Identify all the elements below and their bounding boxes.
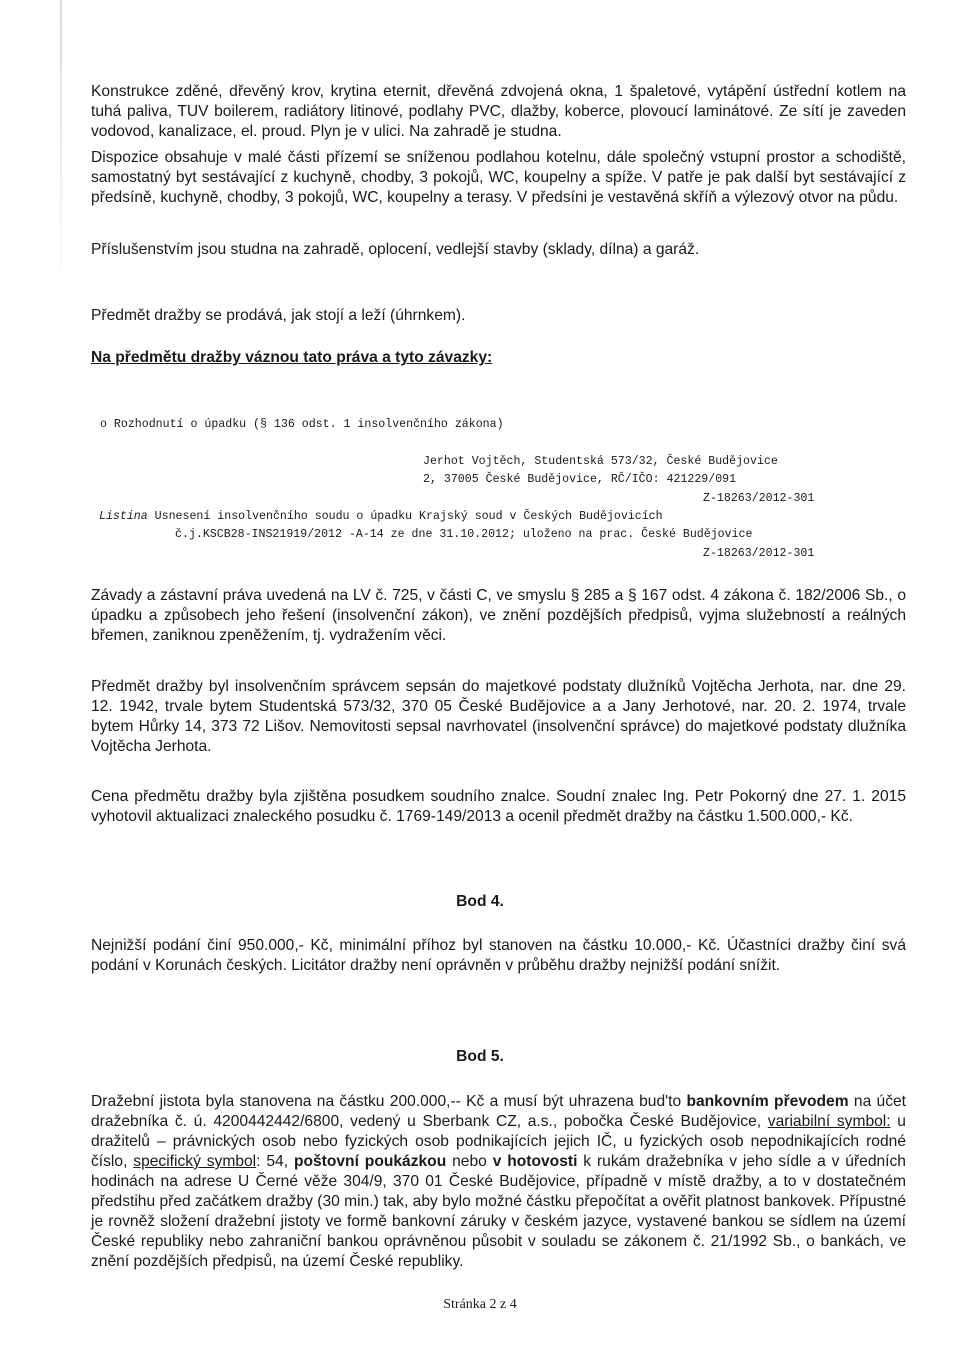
bod4-paragraph — [91, 936, 906, 976]
listing-address-line: 2, 37005 České Budějovice, RČ/IČO: 421229/091 — [423, 473, 737, 486]
page-footer: Stránka 2 z 4 — [443, 1297, 517, 1312]
paragraph-bod5 — [91, 1092, 906, 1272]
bod5-text-a: Dražební jistota byla stanovena na částku 200.000,-- Kč a musí být uhrazena bud'to — [91, 1093, 687, 1110]
listing-ref-number-2: Z-18263/2012-301 — [703, 547, 815, 560]
paragraph-subject: Předmět dražby byl insolvenčním správcem sepsán do majetkové podstaty dlužníků Vojtěcha Jerhota, nar. dne 29. 12. 1942, trvale bytem Studentská 573/32, 370 05 České Budějovice a a Jany Jerhotové, nar. 20. 2. 1974, trvale bytem Hůrky 14, 373 72 Lišov. Nemovitosti sepsal navrhovatel (insolvenční správce) do majetkové podstaty dlužníka Vojtěcha Jerhota. — [91, 678, 906, 755]
accessories-paragraph — [91, 240, 906, 260]
encumbrances-heading: Na předmětu dražby váznou tato práva a tyto závazky: — [91, 349, 493, 366]
sale-paragraph — [91, 306, 906, 326]
bod5-text-g: : 54, — [256, 1153, 294, 1170]
listing-line6 — [703, 544, 814, 563]
zavady-paragraph — [91, 586, 906, 646]
listing-line3 — [703, 489, 814, 508]
listina-label: Listina — [99, 510, 148, 523]
listing-line1 — [423, 452, 778, 471]
listing-line5 — [175, 525, 752, 544]
construction-paragraph — [91, 82, 906, 142]
paragraph-accessories: Příslušenstvím jsou studna na zahradě, oplocení, vedlejší stavby (sklady, dílna) a garáž. — [91, 241, 700, 258]
listing-line2 — [423, 470, 736, 489]
scan-artifact-line — [60, 0, 62, 300]
bod5-text-i: nebo — [446, 1153, 493, 1170]
bod5-text-c: na účet dražebníka č. ú. 4200442442/6800, vedený u Sberbank CZ, a.s., pobočka České Budějovice, — [91, 1093, 907, 1130]
bod4-title: Bod 4. — [456, 893, 504, 910]
encumbrances-heading-wrap — [91, 348, 906, 368]
bod5-postal-order: poštovní poukázkou — [293, 1153, 447, 1170]
paragraph-liens: Závady a zástavní práva uvedená na LV č. 725, v části C, ve smyslu § 285 a § 167 odst. 4 zákona č. 182/2006 Sb., o úpadku a způsobech jeho řešení (insolvenční zákon), ve znění pozdějších předpisů, vyjma služebností a reálných břemen, zaniknou zpeněžením, tj. vydražením věci. — [91, 587, 906, 644]
bod5-text-k: k rukám dražebníka v jeho sídle a v úředních hodinách na adrese U Černé věže 304/9, 370 01 České Budějovice, případně v místě dražby, a to v dostatečném předstihu před začátkem dražby (30 min.) tak, aby bylo možné částku přepočítat a ověřit platnost bankovek. Přípustné je rovněž složení dražební jistoty ve formě bankovní záruky v českém jazyce, vystavené bankou se sídlem na území České republiky nebo zahraniční bankou oprávněnou působit v souladu se zákonem č. 21/1992 Sb., o bankách, ve znění pozdějších předpisů, na území České republiky. — [91, 1153, 906, 1270]
paragraph-price: Cena předmětu dražby byla zjištěna posudkem soudního znalce. Soudní znalec Ing. Petr Pokorný dne 27. 1. 2015 vyhotovil aktualizaci znaleckého posudku č. 1769-149/2013 a ocenil předmět dražby na částku 1.500.000,- Kč. — [91, 788, 906, 825]
listing-owner-line: Jerhot Vojtěch, Studentská 573/32, České Budějovice — [423, 455, 778, 468]
bod5-paragraph — [91, 1092, 906, 1272]
bod5-bank-transfer: bankovním převodem — [686, 1093, 849, 1110]
listing-case-line: č.j.KSCB28-INS21919/2012 -A-14 ze dne 31.10.2012; uloženo na prac. České Budějovice — [175, 528, 753, 541]
layout-paragraph — [91, 148, 906, 208]
bod5-text-e: u dražitelů – právnických osob nebo fyzických osob podnikajících jejich IČ, u fyzických osob nepodnikajících rodné číslo, — [91, 1113, 906, 1170]
bod5-cash: v hotovosti — [492, 1153, 578, 1170]
listing-ref-number: Z-18263/2012-301 — [703, 492, 815, 505]
paragraph-construction: Konstrukce zděné, dřevěný krov, krytina eternit, dřevěná zdvojená okna, 1 špaletové, vytápění ústřední kotlem na tuhá paliva, TUV boilerem, radiátory litinové, podlahy PVC, dlažby, koberce, plovoucí laminátové. Ze sítí je zaveden vodovod, kanalizace, el. proud. Plyn je v ulici. Na zahradě je studna. — [91, 83, 906, 140]
listing-resolution-line: Usnesení insolvenčního soudu o úpadku Krajský soud v Českých Budějovicích — [154, 510, 663, 523]
bod5-title: Bod 5. — [456, 1048, 504, 1065]
paragraph-layout: Dispozice obsahuje v malé části přízemí se sníženou podlahou kotelnu, dále společný vstupní prostor a schodiště, samostatný byt sestávající z kuchyně, chodby, 3 pokojů, WC, koupelny a spíže. V patře je pak další byt sestávající z předsíně, kuchyně, chodby, 3 pokojů, WC, koupelny a terasy. V předsíni je vestavěná skříň a výlezový otvor na půdu. — [91, 149, 906, 206]
cena-paragraph — [91, 787, 906, 827]
bod5-specific-symbol: specifický symbol — [133, 1153, 257, 1170]
bod5-variable-symbol: variabilní symbol: — [767, 1113, 891, 1130]
listing-item-text: o Rozhodnutí o úpadku (§ 136 odst. 1 insolvenčního zákona) — [100, 418, 504, 431]
paragraph-sale-as-is: Předmět dražby se prodává, jak stojí a leží (úhrnkem). — [91, 307, 466, 324]
paragraph-bod4: Nejnižší podání činí 950.000,- Kč, minimální příhoz byl stanoven na částku 10.000,- Kč. Účastníci dražby činí svá podání v Korunách českých. Licitátor dražby není oprávněn v průběhu dražby nejnižší podání snížit. — [91, 937, 906, 974]
listing-item — [100, 415, 504, 434]
listing-line4 — [99, 507, 663, 526]
predmet-paragraph — [91, 677, 906, 757]
